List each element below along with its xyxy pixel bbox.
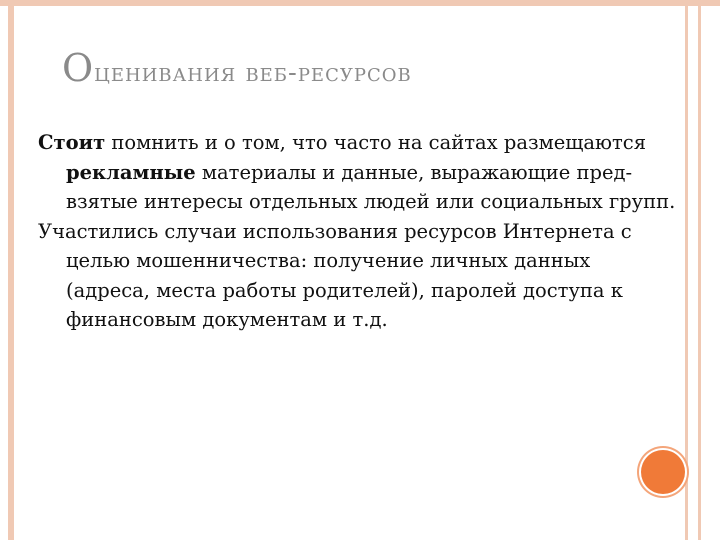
decorative-circle xyxy=(641,450,685,494)
title-first-letter: О xyxy=(62,46,95,90)
paragraph-ads xyxy=(38,128,678,217)
paragraph-ads-bold: рекламные xyxy=(66,160,196,184)
slide-body xyxy=(38,128,678,335)
frame-top-border xyxy=(0,0,720,6)
paragraph-ads-text-1: помнить и о том, что часто на сайтах размещаются xyxy=(105,131,647,154)
frame-left-border xyxy=(8,0,14,540)
slide-title xyxy=(62,38,662,103)
frame-right-border-inner xyxy=(698,0,701,540)
paragraph-ads-lead: Стоит xyxy=(38,131,106,154)
frame-right-border-outer xyxy=(685,0,688,540)
title-rest: ценивания веб-ресурсов xyxy=(94,58,412,88)
paragraph-ads-text-2: материалы и данные, выражающие пред-взятые интересы отдельных людей или социальных групп. xyxy=(66,160,676,213)
paragraph-fraud: Участились случаи использования ресурсов Интернета с целью мошенничества: получение личных данных (адреса, места работы родителей), паролей доступа к финансовым документам и т.д. xyxy=(38,219,632,331)
